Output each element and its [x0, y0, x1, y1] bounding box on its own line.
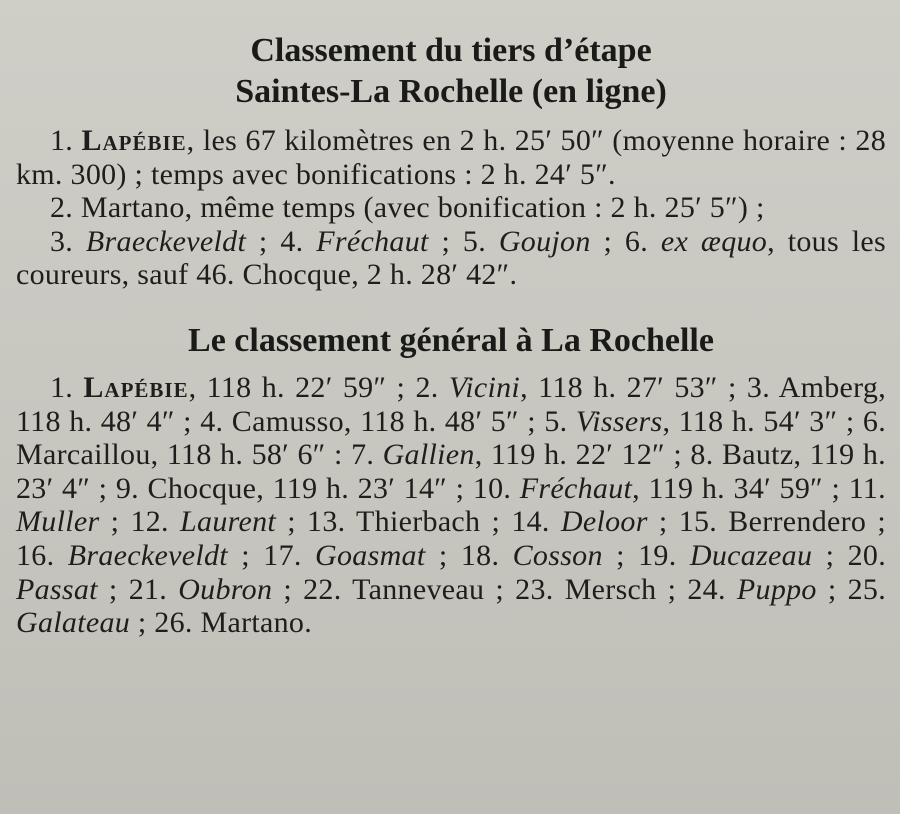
- rider-name: Goasmat: [315, 538, 426, 572]
- result-text: ; 17.: [227, 538, 316, 572]
- stage-title-line1: Classement du tiers d’étape: [250, 32, 652, 69]
- rider-name: Lapébie: [83, 370, 189, 404]
- result-text: ; 4.: [246, 224, 317, 258]
- stage-title-line2: Saintes-La Rochelle (en ligne): [235, 73, 667, 110]
- result-text: ; 20.: [812, 538, 887, 572]
- ex-aequo-text: ex æquo: [660, 224, 768, 258]
- rider-name: Ducazeau: [689, 538, 813, 572]
- rider-name: Oubron: [178, 572, 273, 606]
- result-text: ; 19.: [602, 538, 690, 572]
- result-text: ; 5.: [428, 224, 499, 258]
- rider-name: Laurent: [180, 505, 277, 539]
- rider-name: Goujon: [498, 224, 591, 258]
- result-text: ; 26. Martano.: [130, 606, 313, 640]
- result-text: , tous les coureurs, sauf 46. Chocque, 2 h. 28′ 42″.: [16, 224, 886, 292]
- result-text: , 119 h. 34′ 59″ ; 11.: [632, 471, 886, 505]
- result-text: , 119 h. 22′ 12″ ; 8. Bautz, 119 h. 23′ 4″ ; 9. Chocque, 119 h. 23′ 14″ ; 10.: [16, 438, 886, 505]
- result-text: 3.: [50, 224, 86, 258]
- rider-name: Fréchaut: [519, 471, 633, 505]
- rider-name: Passat: [16, 572, 98, 606]
- rider-name: Lapébie: [81, 124, 187, 157]
- result-text: ; 15. Berrendero ; 16.: [16, 505, 887, 572]
- rider-name: Puppo: [736, 572, 817, 606]
- rider-name: Vicini: [448, 370, 521, 404]
- rider-name: Vissers: [575, 404, 663, 438]
- rider-name: Galateau: [16, 606, 131, 640]
- stage-result-2: 2. Martano, même temps (avec bonification : 2 h. 25′ 5″) ;: [50, 191, 765, 225]
- rank-number: 1.: [50, 370, 84, 404]
- rider-name: Fréchaut: [316, 224, 429, 258]
- result-text: ; 12.: [99, 505, 181, 539]
- stage-result-1: [16, 124, 886, 191]
- rider-name: Gallien: [382, 438, 475, 472]
- result-text: ; 25.: [816, 572, 886, 606]
- result-text: ; 6.: [590, 224, 661, 258]
- result-text: ; 13. Thierbach ; 14.: [276, 505, 561, 539]
- general-classification-title: Le classement général à La Rochelle: [188, 321, 714, 359]
- result-text: , les 67 kilomètres en 2 h. 25′ 50″ (moyenne horaire : 28 km. 300) ; temps avec bonifications : 2 h. 24′ 5″.: [16, 124, 887, 191]
- general-classification-text: [16, 371, 886, 640]
- result-text: , 118 h. 22′ 59″ ; 2.: [188, 370, 449, 404]
- rider-name: Braeckeveldt: [85, 224, 247, 258]
- rider-name: Deloor: [560, 505, 648, 539]
- rider-name: Cosson: [512, 538, 603, 572]
- result-text: ; 21.: [97, 572, 179, 606]
- result-text: ; 18.: [425, 538, 513, 572]
- result-text: , 118 h. 54′ 3″ ; 6. Marcaillou, 118 h. 58′ 6″ : 7.: [16, 404, 887, 472]
- rider-name: Braeckeveldt: [67, 538, 228, 572]
- rank-number: 1.: [50, 124, 82, 157]
- stage-result-3: [16, 225, 886, 292]
- stage-title: [16, 30, 886, 112]
- rider-name: Muller: [16, 505, 100, 539]
- result-text: ; 22. Tanneveau ; 23. Mersch ; 24.: [272, 572, 737, 606]
- result-text: , 118 h. 27′ 53″ ; 3. Amberg, 118 h. 48′ 4″ ; 4. Camusso, 118 h. 48′ 5″ ; 5.: [16, 370, 886, 438]
